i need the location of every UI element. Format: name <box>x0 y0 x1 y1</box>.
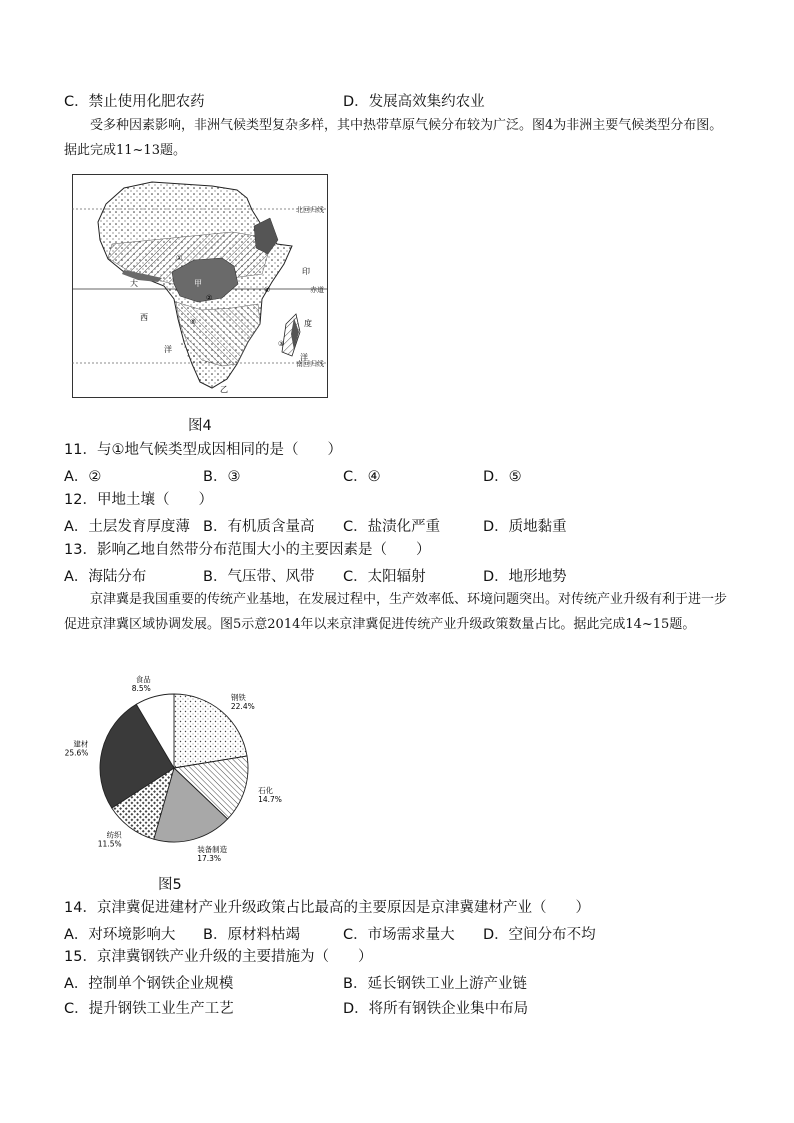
q11-option-a: A．② <box>64 469 102 485</box>
q13-option-c: C．太阳辐射 <box>343 569 426 585</box>
industry-policy-pie-chart <box>64 670 284 866</box>
q11-stem: 11．与①地气候类型成因相同的是（ ） <box>64 442 342 458</box>
q10-option-d: D．发展高效集约农业 <box>343 94 485 110</box>
q13-option-b: B．气压带、风带 <box>203 569 315 585</box>
label-atlantic-da: 大 <box>130 279 138 288</box>
q12-option-a: A．土层发育厚度薄 <box>64 519 190 535</box>
label-site-5: ⑤ <box>190 318 197 326</box>
africa-climate-map <box>72 174 328 398</box>
pie-label-value-0: 22.4% <box>230 701 255 711</box>
q11-option-b: B．③ <box>203 469 241 485</box>
label-tropic-north: 北回归线 <box>296 206 324 214</box>
label-equator: 赤道 <box>310 286 324 294</box>
q15-option-b: B．延长钢铁工业上游产业链 <box>343 976 527 992</box>
q14-option-d: D．空间分布不均 <box>483 927 596 943</box>
pie-label-name-0: 钢铁 <box>230 692 246 702</box>
label-atlantic-xi: 西 <box>140 313 148 322</box>
q14-stem: 14．京津冀促进建材产业升级政策占比最高的主要原因是京津冀建材产业（ ） <box>64 900 590 916</box>
pie-label-value-5: 8.5% <box>131 684 151 694</box>
q15-stem: 15．京津冀钢铁产业升级的主要措施为（ ） <box>64 949 373 965</box>
q12-option-c: C．盐渍化严重 <box>343 519 441 535</box>
q15-option-c: C．提升钢铁工业生产工艺 <box>64 1001 234 1017</box>
q13-stem: 13．影响乙地自然带分布范围大小的主要因素是（ ） <box>64 542 431 558</box>
q14-option-a: A．对环境影响大 <box>64 927 176 943</box>
pie-label-value-1: 14.7% <box>258 794 282 804</box>
map-caption: 图4 <box>188 418 212 434</box>
label-site-2: ② <box>206 294 213 302</box>
pie-label-value-4: 25.6% <box>64 748 89 758</box>
pie-label-name-1: 石化 <box>258 785 274 795</box>
q13-option-a: A．海陆分布 <box>64 569 147 585</box>
q15-option-d: D．将所有钢铁企业集中布局 <box>343 1001 529 1017</box>
q12-option-d: D．质地黏重 <box>483 519 567 535</box>
q14-option-b: B．原材料枯竭 <box>203 927 300 943</box>
label-indian-yin: 印 <box>302 267 310 276</box>
label-atlantic-yang: 洋 <box>164 345 172 354</box>
label-tropic-south: 南回归线 <box>296 360 324 368</box>
pie-caption: 图5 <box>158 877 182 893</box>
pie-label-value-3: 11.5% <box>97 839 122 849</box>
pie-label-name-5: 食品 <box>135 675 151 685</box>
label-site-3: ③ <box>278 340 285 348</box>
label-indian-du: 度 <box>304 319 312 328</box>
q13-option-d: D．地形地势 <box>483 569 567 585</box>
q11-option-d: D．⑤ <box>483 469 522 485</box>
q15-option-a: A．控制单个钢铁企业规模 <box>64 976 234 992</box>
intro-paragraph-africa: 受多种因素影响，非洲气候类型复杂多样，其中热带草原气候分布较为广泛。图4为非洲主要气候类型分布图。据此完成11~13题。 <box>64 118 723 158</box>
q14-option-c: C．市场需求量大 <box>343 927 455 943</box>
label-jia: 甲 <box>194 279 202 288</box>
pie-label-name-3: 纺织 <box>106 830 122 840</box>
pie-label-name-4: 建材 <box>73 739 89 749</box>
label-indian-yang: 洋 <box>300 353 308 362</box>
label-yi: 乙 <box>220 385 228 394</box>
q12-stem: 12．甲地土壤（ ） <box>64 492 213 508</box>
q11-option-c: C．④ <box>343 469 381 485</box>
label-site-1: ① <box>176 254 183 262</box>
pie-label-name-2: 装备制造 <box>197 844 228 854</box>
q12-option-b: B．有机质含量高 <box>203 519 315 535</box>
pie-label-value-2: 17.3% <box>197 853 222 863</box>
q10-option-c: C．禁止使用化肥农药 <box>64 94 205 110</box>
intro-paragraph-jingjinji: 京津冀是我国重要的传统产业基地，在发展过程中，生产效率低、环境问题突出。对传统产业升级有利于进一步促进京津冀区域协调发展。图5示意2014年以来京津冀促进传统产业升级政策数量占比。据此完成14~15题。 <box>64 592 728 632</box>
label-site-4: ④ <box>264 286 271 294</box>
